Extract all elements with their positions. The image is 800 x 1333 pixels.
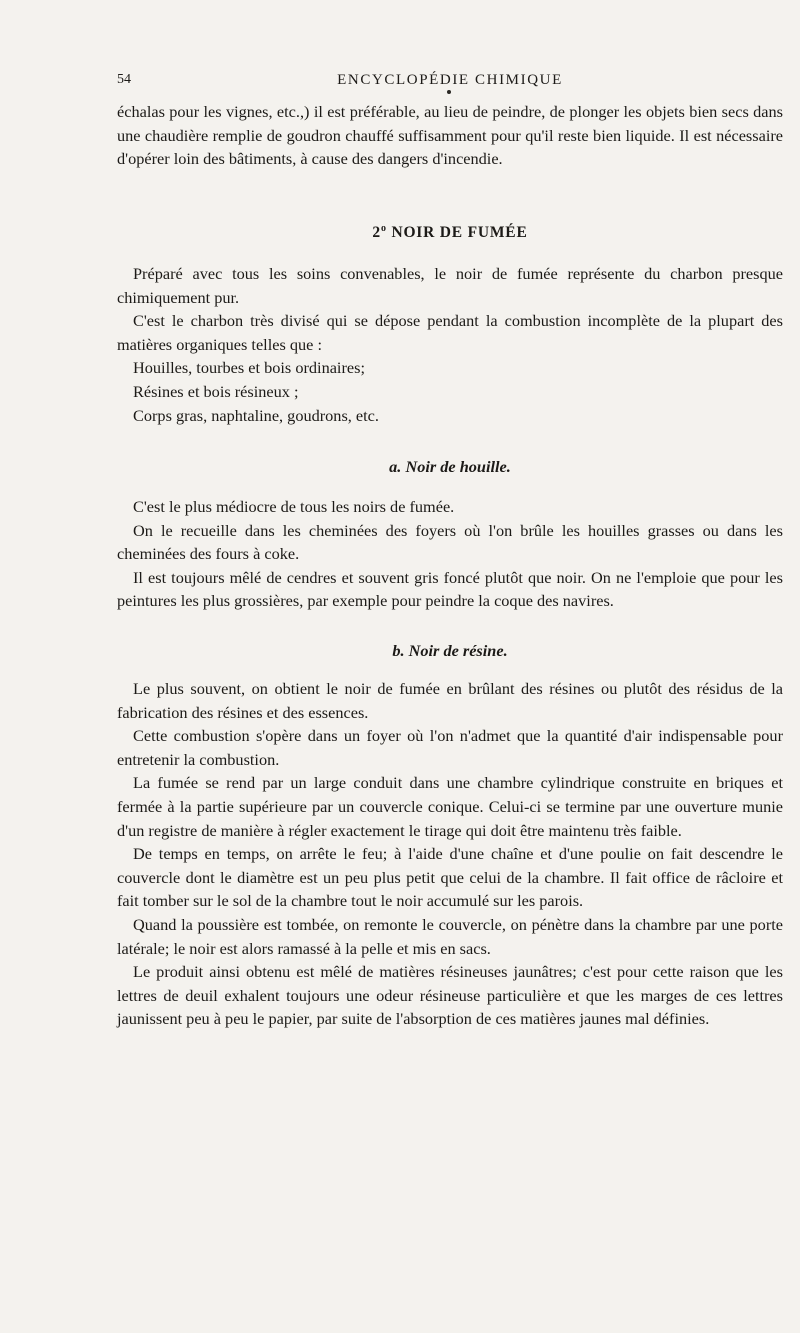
page-number: 54 bbox=[117, 72, 131, 87]
paragraph: Le plus souvent, on obtient le noir de fumée en brûlant des résines ou plutôt des résidus de la fabrication des résines et des essences. bbox=[117, 679, 783, 722]
paragraph: Quand la poussière est tombée, on remonte le couvercle, on pénètre dans la chambre par une porte latérale; le noir est alors ramassé à la pelle et mis en sacs. bbox=[117, 915, 783, 958]
list-item: Houilles, tourbes et bois ordinaires; bbox=[133, 358, 365, 378]
section-number: 2 bbox=[372, 223, 381, 241]
paragraph: C'est le charbon très divisé qui se dépose pendant la combustion incomplète de la plupart des matières organiques telles que : bbox=[117, 311, 783, 354]
paragraph: C'est le plus médiocre de tous les noirs de fumée. bbox=[133, 497, 455, 517]
header-dot bbox=[447, 90, 451, 94]
intro-paragraph: échalas pour les vignes, etc.,) il est préférable, au lieu de peindre, de plonger les objets bien secs dans une chaudière remplie de goudron chauffé suffisamment pour qu'il reste bien liquide. Il est nécessaire d'opérer loin des bâtiments, à cause des dangers d'incendie. bbox=[117, 102, 783, 169]
section-title-text: NOIR DE FUMÉE bbox=[391, 223, 528, 241]
paragraph: On le recueille dans les cheminées des foyers où l'on brûle les houilles grasses ou dans les cheminées des fours à coke. bbox=[117, 520, 783, 564]
subsection-title: b. Noir de résine. bbox=[392, 641, 508, 661]
subsection-title: a. Noir de houille. bbox=[389, 457, 511, 477]
paragraph: De temps en temps, on arrête le feu; à l'aide d'une chaîne et d'une poulie on fait descendre le couvercle dont le diamètre est un peu plus petit que celui de la chambre. Il fait office de râcloire et fait tomber sur le sol de la chambre tout le noir accumulé sur les parois. bbox=[117, 844, 783, 911]
list-item: Résines et bois résineux ; bbox=[133, 381, 299, 401]
page-header bbox=[117, 70, 783, 94]
book-page bbox=[117, 70, 783, 1031]
section-number-suffix: o bbox=[380, 222, 387, 234]
running-head: ENCYCLOPÉDIE CHIMIQUE bbox=[337, 72, 563, 88]
paragraph: Cette combustion s'opère dans un foyer où l'on n'admet que la quantité d'air indispensable pour entretenir la combustion. bbox=[117, 726, 783, 769]
list-item: Corps gras, naphtaline, goudrons, etc. bbox=[133, 405, 379, 425]
section-title bbox=[117, 223, 783, 242]
paragraph: Le produit ainsi obtenu est mêlé de matières résineuses jaunâtres; c'est pour cette raison que les lettres de deuil exhalent toujours une odeur résineuse particulière et que les marges de ces lettres jaunissent peu à peu le papier, par suite de l'absorption de ces matières jaunes mal définies. bbox=[117, 962, 783, 1029]
paragraph: La fumée se rend par un large conduit dans une chambre cylindrique construite en briques et fermée à la partie supérieure par un couvercle conique. Celui-ci se termine par une ouverture munie d'un registre de manière à régler exactement le tirage qui doit être maintenu très faible. bbox=[117, 773, 783, 840]
paragraph: Il est toujours mêlé de cendres et souvent gris foncé plutôt que noir. On ne l'emploie que pour les peintures les plus grossières, par exemple pour peindre la coque des navires. bbox=[117, 567, 783, 611]
paragraph: Préparé avec tous les soins convenables, le noir de fumée représente du charbon presque chimiquement pur. bbox=[117, 263, 783, 307]
